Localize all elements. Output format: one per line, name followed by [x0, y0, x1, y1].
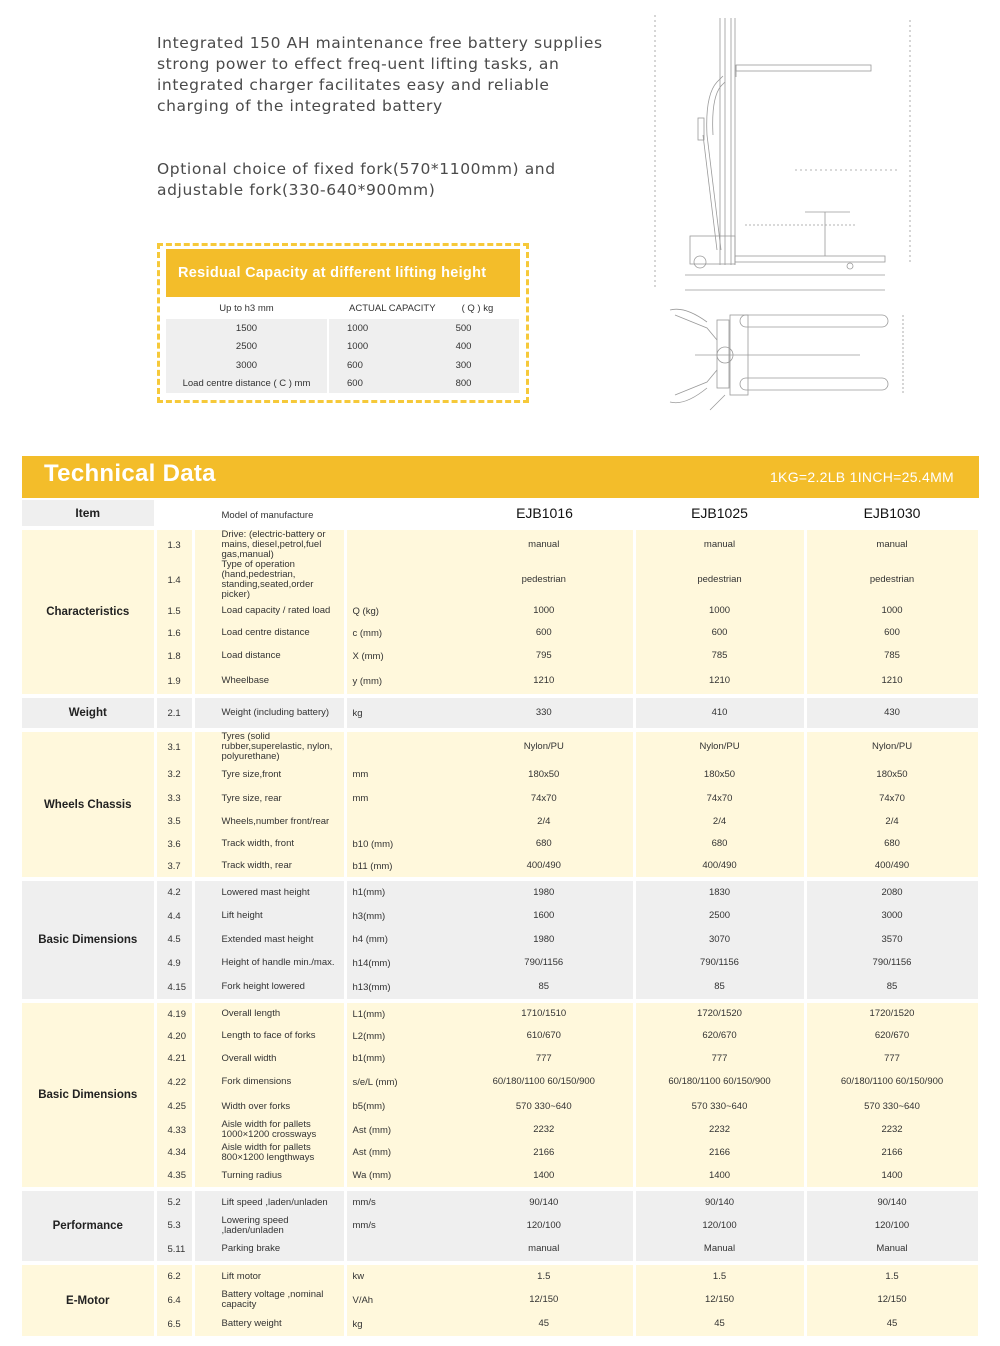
- spec-value-ejb1016: 795: [455, 644, 634, 668]
- spec-unit: kg: [345, 1312, 455, 1336]
- spec-value-ejb1016: 12/150: [455, 1288, 634, 1312]
- stacker-drawing: [645, 10, 915, 425]
- spec-row: [22, 668, 979, 694]
- spec-value-ejb1030: 680: [805, 833, 979, 855]
- spec-name: Extended mast height: [193, 928, 345, 951]
- residual-cell: Load centre distance ( C ) mm: [166, 375, 328, 394]
- spec-row: [22, 1237, 979, 1261]
- spec-value-ejb1030: 1000: [805, 600, 979, 622]
- group-label: Characteristics: [22, 530, 155, 694]
- spec-value-ejb1030: 1400: [805, 1164, 979, 1187]
- spec-value-ejb1030: pedestrian: [805, 560, 979, 600]
- spec-name: Lift speed ,laden/unladen: [193, 1191, 345, 1214]
- spec-name: Lowering speed ,laden/unladen: [193, 1214, 345, 1237]
- spec-value-ejb1016: 400/490: [455, 855, 634, 877]
- residual-header-unit: ( Q ) kg: [440, 297, 519, 319]
- spec-unit: b11 (mm): [345, 855, 455, 877]
- spec-unit: Q (kg): [345, 600, 455, 622]
- spec-code: 4.33: [155, 1119, 193, 1141]
- spec-name: Load capacity / rated load: [193, 600, 345, 622]
- spec-row: [22, 644, 979, 668]
- spec-code: 4.2: [155, 881, 193, 904]
- spec-value-ejb1030: Manual: [805, 1237, 979, 1261]
- spec-value-ejb1025: 570 330~640: [634, 1094, 805, 1119]
- spec-name: Load distance: [193, 644, 345, 668]
- residual-cell: 2500: [166, 338, 328, 357]
- spec-name: Tyre size, rear: [193, 787, 345, 810]
- spec-name: Track width, front: [193, 833, 345, 855]
- spec-unit: [345, 810, 455, 833]
- spec-value-ejb1025: 1830: [634, 881, 805, 904]
- spec-unit: L2(mm): [345, 1025, 455, 1047]
- residual-row: [166, 319, 519, 338]
- spec-unit: X (mm): [345, 644, 455, 668]
- residual-cell: 1000: [328, 338, 440, 357]
- spec-name: Tyres (solid rubber,superelastic, nylon, polyurethane): [193, 732, 345, 762]
- residual-cell: 600: [328, 375, 440, 394]
- top-view-drawing: [670, 309, 903, 410]
- spec-unit: [345, 560, 455, 600]
- spec-value-ejb1016: manual: [455, 530, 634, 560]
- spec-code: 4.35: [155, 1164, 193, 1187]
- spec-unit: Ast (mm): [345, 1119, 455, 1141]
- spec-unit: mm: [345, 762, 455, 787]
- spec-value-ejb1016: 1600: [455, 904, 634, 928]
- residual-capacity-title: Residual Capacity at different lifting height: [166, 249, 520, 297]
- spec-value-ejb1016: 180x50: [455, 762, 634, 787]
- spec-value-ejb1016: 2232: [455, 1119, 634, 1141]
- spec-code: 4.15: [155, 975, 193, 999]
- spec-value-ejb1025: 785: [634, 644, 805, 668]
- spec-value-ejb1016: 120/100: [455, 1214, 634, 1237]
- spec-value-ejb1016: manual: [455, 1237, 634, 1261]
- spec-row: [22, 560, 979, 600]
- spec-code: 2.1: [155, 698, 193, 728]
- spec-value-ejb1016: 1.5: [455, 1265, 634, 1288]
- spec-code: 1.3: [155, 530, 193, 560]
- spec-code: 1.4: [155, 560, 193, 600]
- spec-name: Width over forks: [193, 1094, 345, 1119]
- group-label: Wheels Chassis: [22, 732, 155, 877]
- spec-value-ejb1030: 2166: [805, 1141, 979, 1164]
- residual-cell: 600: [328, 356, 440, 375]
- spec-name: Track width, rear: [193, 855, 345, 877]
- spec-unit: mm/s: [345, 1191, 455, 1214]
- spec-value-ejb1016: 60/180/1100 60/150/900: [455, 1070, 634, 1094]
- spec-value-ejb1016: 45: [455, 1312, 634, 1336]
- spec-unit: mm: [345, 787, 455, 810]
- spec-name: Fork dimensions: [193, 1070, 345, 1094]
- spec-row: [22, 787, 979, 810]
- spec-unit: h14(mm): [345, 951, 455, 975]
- spec-row: [22, 1312, 979, 1336]
- spec-value-ejb1025: 1210: [634, 668, 805, 694]
- spec-name: Height of handle min./max.: [193, 951, 345, 975]
- spec-value-ejb1030: 12/150: [805, 1288, 979, 1312]
- residual-cell: 300: [440, 356, 519, 375]
- spec-code: 3.1: [155, 732, 193, 762]
- spec-row: [22, 1047, 979, 1070]
- spec-value-ejb1030: 2080: [805, 881, 979, 904]
- spec-value-ejb1025: 74x70: [634, 787, 805, 810]
- spec-value-ejb1016: 1000: [455, 600, 634, 622]
- spec-value-ejb1025: 85: [634, 975, 805, 999]
- spec-name: Weight (including battery): [193, 698, 345, 728]
- residual-header-row: [166, 297, 519, 319]
- spec-value-ejb1016: 790/1156: [455, 951, 634, 975]
- spec-code: 1.8: [155, 644, 193, 668]
- spec-value-ejb1025: Manual: [634, 1237, 805, 1261]
- spec-name: Drive: (electric-battery or mains, diesel,petrol,fuel gas,manual): [193, 530, 345, 560]
- spec-value-ejb1025: 120/100: [634, 1214, 805, 1237]
- spec-unit: h13(mm): [345, 975, 455, 999]
- spec-value-ejb1030: 620/670: [805, 1025, 979, 1047]
- spec-name: Wheels,number front/rear: [193, 810, 345, 833]
- item-label: Item: [22, 500, 155, 526]
- spec-row: [22, 732, 979, 762]
- group-label: Basic Dimensions: [22, 1003, 155, 1187]
- unit-conversion: 1KG=2.2LB 1INCH=25.4MM: [769, 469, 954, 485]
- spec-unit: kg: [345, 698, 455, 728]
- spec-value-ejb1016: 1980: [455, 881, 634, 904]
- spec-code: 5.11: [155, 1237, 193, 1261]
- residual-row: [166, 375, 519, 394]
- spec-value-ejb1016: 1210: [455, 668, 634, 694]
- spec-row: [22, 951, 979, 975]
- spec-value-ejb1030: 600: [805, 622, 979, 644]
- spec-name: Aisle width for pallets 800×1200 lengthways: [193, 1141, 345, 1164]
- spec-name: Fork height lowered: [193, 975, 345, 999]
- spec-value-ejb1030: 790/1156: [805, 951, 979, 975]
- spec-value-ejb1030: 430: [805, 698, 979, 728]
- group-label: E-Motor: [22, 1265, 155, 1336]
- spec-name: Turning radius: [193, 1164, 345, 1187]
- spec-code: 4.25: [155, 1094, 193, 1119]
- spec-row: [22, 1214, 979, 1237]
- spec-unit: h3(mm): [345, 904, 455, 928]
- spec-value-ejb1025: 1400: [634, 1164, 805, 1187]
- spec-unit: Wa (mm): [345, 1164, 455, 1187]
- spec-row: [22, 1119, 979, 1141]
- residual-capacity-table: [166, 297, 520, 393]
- residual-cell: 3000: [166, 356, 328, 375]
- spec-value-ejb1025: 12/150: [634, 1288, 805, 1312]
- spec-value-ejb1030: 1210: [805, 668, 979, 694]
- spec-row: [22, 530, 979, 560]
- spec-value-ejb1030: 777: [805, 1047, 979, 1070]
- spec-code: 5.3: [155, 1214, 193, 1237]
- spec-unit: c (mm): [345, 622, 455, 644]
- spec-code: 4.5: [155, 928, 193, 951]
- spec-value-ejb1030: manual: [805, 530, 979, 560]
- spec-unit: L1(mm): [345, 1003, 455, 1025]
- model-ejb1030: EJB1030: [805, 500, 979, 526]
- residual-cell: 400: [440, 338, 519, 357]
- spec-row: [22, 904, 979, 928]
- spec-value-ejb1025: 2/4: [634, 810, 805, 833]
- spec-code: 4.9: [155, 951, 193, 975]
- spec-unit: b10 (mm): [345, 833, 455, 855]
- spec-value-ejb1016: 610/670: [455, 1025, 634, 1047]
- spec-row: [22, 1265, 979, 1288]
- residual-header-height: Up to h3 mm: [166, 297, 328, 319]
- spec-name: Type of operation (hand,pedestrian, standing,seated,order picker): [193, 560, 345, 600]
- spec-value-ejb1016: 570 330~640: [455, 1094, 634, 1119]
- spec-code: 6.4: [155, 1288, 193, 1312]
- header-spacer: [155, 500, 193, 526]
- spec-value-ejb1030: 1720/1520: [805, 1003, 979, 1025]
- spec-value-ejb1025: Nylon/PU: [634, 732, 805, 762]
- residual-cell: 1500: [166, 319, 328, 338]
- spec-value-ejb1030: 60/180/1100 60/150/900: [805, 1070, 979, 1094]
- spec-value-ejb1030: 400/490: [805, 855, 979, 877]
- spec-value-ejb1030: 90/140: [805, 1191, 979, 1214]
- spec-value-ejb1030: 120/100: [805, 1214, 979, 1237]
- spec-row: [22, 600, 979, 622]
- spec-unit: kw: [345, 1265, 455, 1288]
- spec-name: Battery weight: [193, 1312, 345, 1336]
- spec-row: [22, 1288, 979, 1312]
- spec-value-ejb1016: 74x70: [455, 787, 634, 810]
- spec-row: [22, 881, 979, 904]
- spec-row: [22, 810, 979, 833]
- spec-value-ejb1030: Nylon/PU: [805, 732, 979, 762]
- spec-value-ejb1016: 90/140: [455, 1191, 634, 1214]
- spec-value-ejb1016: 600: [455, 622, 634, 644]
- spec-name: Wheelbase: [193, 668, 345, 694]
- spec-row: [22, 698, 979, 728]
- spec-value-ejb1030: 1.5: [805, 1265, 979, 1288]
- model-ejb1016: EJB1016: [455, 500, 634, 526]
- spec-value-ejb1030: 74x70: [805, 787, 979, 810]
- spec-value-ejb1025: 1000: [634, 600, 805, 622]
- spec-code: 4.19: [155, 1003, 193, 1025]
- spec-code: 4.22: [155, 1070, 193, 1094]
- spec-value-ejb1025: 400/490: [634, 855, 805, 877]
- spec-row: [22, 928, 979, 951]
- spec-code: 5.2: [155, 1191, 193, 1214]
- spec-code: 4.21: [155, 1047, 193, 1070]
- spec-name: Parking brake: [193, 1237, 345, 1261]
- group-label: Weight: [22, 698, 155, 728]
- table-header-row: [22, 500, 979, 526]
- spec-name: Length to face of forks: [193, 1025, 345, 1047]
- technical-data-header: [22, 456, 979, 498]
- spec-name: Battery voltage ,nominal capacity: [193, 1288, 345, 1312]
- spec-value-ejb1025: 45: [634, 1312, 805, 1336]
- spec-name: Overall length: [193, 1003, 345, 1025]
- fork-description: Optional choice of fixed fork(570*1100mm) and adjustable fork(330-640*900mm): [157, 160, 556, 199]
- spec-row: [22, 762, 979, 787]
- spec-name: Lowered mast height: [193, 881, 345, 904]
- residual-cell: 800: [440, 375, 519, 394]
- spec-code: 1.6: [155, 622, 193, 644]
- spec-code: 1.5: [155, 600, 193, 622]
- spec-unit: y (mm): [345, 668, 455, 694]
- spec-code: 3.2: [155, 762, 193, 787]
- spec-unit: V/Ah: [345, 1288, 455, 1312]
- spec-unit: s/e/L (mm): [345, 1070, 455, 1094]
- spec-value-ejb1030: 3000: [805, 904, 979, 928]
- group-label: Basic Dimensions: [22, 881, 155, 999]
- model-ejb1025: EJB1025: [634, 500, 805, 526]
- spec-row: [22, 855, 979, 877]
- spec-value-ejb1030: 180x50: [805, 762, 979, 787]
- spec-name: Lift height: [193, 904, 345, 928]
- spec-row: [22, 1025, 979, 1047]
- spec-unit: h4 (mm): [345, 928, 455, 951]
- spec-value-ejb1016: 330: [455, 698, 634, 728]
- spec-unit: [345, 530, 455, 560]
- residual-row: [166, 356, 519, 375]
- spec-row: [22, 1164, 979, 1187]
- residual-cell: 500: [440, 319, 519, 338]
- spec-value-ejb1025: 60/180/1100 60/150/900: [634, 1070, 805, 1094]
- spec-name: Load centre distance: [193, 622, 345, 644]
- spec-unit: b1(mm): [345, 1047, 455, 1070]
- residual-capacity-box: [157, 243, 529, 403]
- model-label: Model of manufacture: [193, 500, 455, 526]
- spec-value-ejb1025: 600: [634, 622, 805, 644]
- spec-row: [22, 622, 979, 644]
- spec-value-ejb1025: 2166: [634, 1141, 805, 1164]
- spec-name: Tyre size,front: [193, 762, 345, 787]
- spec-value-ejb1025: 2232: [634, 1119, 805, 1141]
- spec-value-ejb1030: 2232: [805, 1119, 979, 1141]
- spec-code: 3.5: [155, 810, 193, 833]
- spec-value-ejb1030: 3570: [805, 928, 979, 951]
- spec-value-ejb1025: manual: [634, 530, 805, 560]
- spec-row: [22, 1003, 979, 1025]
- spec-value-ejb1016: 1400: [455, 1164, 634, 1187]
- spec-unit: mm/s: [345, 1214, 455, 1237]
- spec-value-ejb1025: pedestrian: [634, 560, 805, 600]
- spec-value-ejb1030: 785: [805, 644, 979, 668]
- spec-code: 6.5: [155, 1312, 193, 1336]
- spec-value-ejb1025: 620/670: [634, 1025, 805, 1047]
- spec-value-ejb1030: 45: [805, 1312, 979, 1336]
- spec-value-ejb1016: 1710/1510: [455, 1003, 634, 1025]
- spec-code: 3.3: [155, 787, 193, 810]
- spec-code: 4.20: [155, 1025, 193, 1047]
- spec-value-ejb1016: 1980: [455, 928, 634, 951]
- spec-value-ejb1025: 410: [634, 698, 805, 728]
- spec-name: Lift motor: [193, 1265, 345, 1288]
- spec-value-ejb1030: 570 330~640: [805, 1094, 979, 1119]
- spec-unit: b5(mm): [345, 1094, 455, 1119]
- spec-row: [22, 1094, 979, 1119]
- spec-value-ejb1025: 3070: [634, 928, 805, 951]
- battery-description: Integrated 150 AH maintenance free battery supplies strong power to effect freq-uent lifting tasks, an integrated charger facilitates easy and reliable charging of the integrated battery: [157, 34, 603, 115]
- spec-name: Aisle width for pallets 1000×1200 crossways: [193, 1119, 345, 1141]
- spec-value-ejb1025: 1720/1520: [634, 1003, 805, 1025]
- spec-value-ejb1016: 680: [455, 833, 634, 855]
- spec-value-ejb1016: 85: [455, 975, 634, 999]
- spec-code: 3.6: [155, 833, 193, 855]
- spec-row: [22, 833, 979, 855]
- spec-code: 1.9: [155, 668, 193, 694]
- spec-code: 6.2: [155, 1265, 193, 1288]
- spec-value-ejb1030: 85: [805, 975, 979, 999]
- spec-unit: h1(mm): [345, 881, 455, 904]
- spec-row: [22, 1191, 979, 1214]
- technical-data-table: [22, 500, 981, 1336]
- spec-code: 4.4: [155, 904, 193, 928]
- spec-row: [22, 975, 979, 999]
- spec-value-ejb1016: Nylon/PU: [455, 732, 634, 762]
- spec-value-ejb1025: 790/1156: [634, 951, 805, 975]
- spec-value-ejb1025: 180x50: [634, 762, 805, 787]
- spec-unit: [345, 732, 455, 762]
- group-label: Performance: [22, 1191, 155, 1261]
- residual-row: [166, 338, 519, 357]
- spec-value-ejb1025: 1.5: [634, 1265, 805, 1288]
- spec-value-ejb1016: pedestrian: [455, 560, 634, 600]
- spec-value-ejb1030: 2/4: [805, 810, 979, 833]
- spec-value-ejb1025: 680: [634, 833, 805, 855]
- spec-value-ejb1025: 90/140: [634, 1191, 805, 1214]
- spec-row: [22, 1141, 979, 1164]
- spec-unit: Ast (mm): [345, 1141, 455, 1164]
- spec-value-ejb1016: 2166: [455, 1141, 634, 1164]
- residual-cell: 1000: [328, 319, 440, 338]
- spec-row: [22, 1070, 979, 1094]
- spec-value-ejb1025: 777: [634, 1047, 805, 1070]
- spec-value-ejb1025: 2500: [634, 904, 805, 928]
- technical-data-title: Technical Data: [44, 460, 216, 487]
- spec-unit: [345, 1237, 455, 1261]
- residual-header-capacity: ACTUAL CAPACITY: [328, 297, 440, 319]
- spec-name: Overall width: [193, 1047, 345, 1070]
- side-view-drawing: [655, 15, 910, 290]
- spec-code: 3.7: [155, 855, 193, 877]
- spec-value-ejb1016: 777: [455, 1047, 634, 1070]
- spec-value-ejb1016: 2/4: [455, 810, 634, 833]
- spec-code: 4.34: [155, 1141, 193, 1164]
